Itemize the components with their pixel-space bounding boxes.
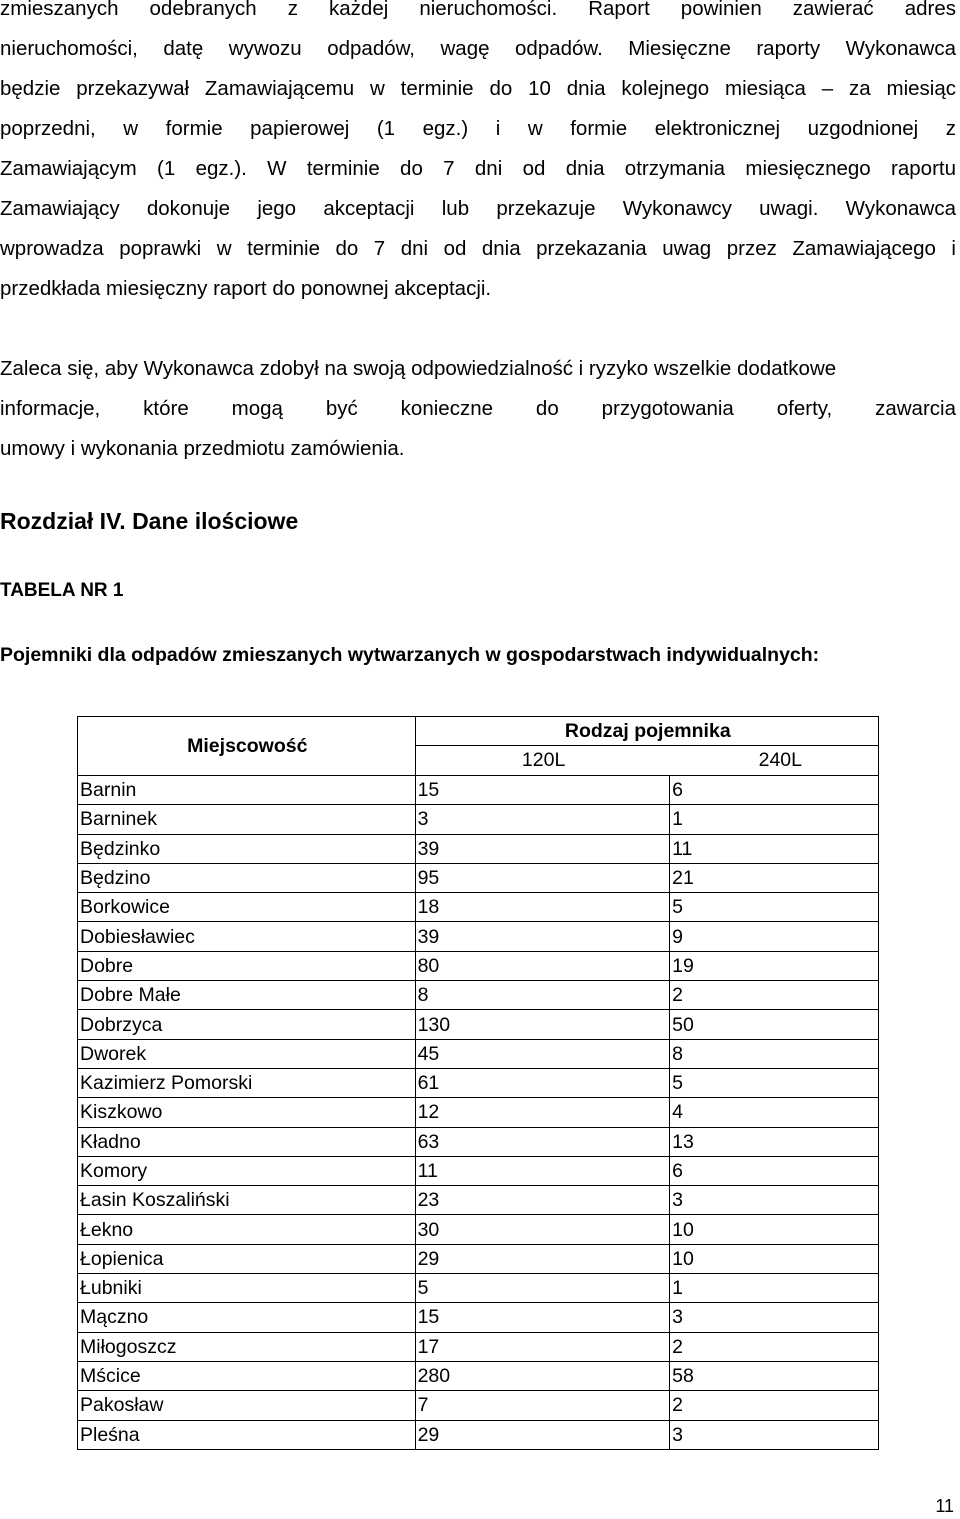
table-row [78, 1332, 879, 1361]
cell-240l: 21 [670, 863, 879, 892]
cell-location: Dworek [78, 1039, 416, 1068]
cell-120l: 18 [415, 893, 670, 922]
text-line: wprowadza poprawki w terminie do 7 dni od dnia przekazania uwag przez Zamawiającego i [0, 237, 956, 260]
table-row [78, 1391, 879, 1420]
cell-120l: 3 [415, 805, 670, 834]
cell-location: Miłogoszcz [78, 1332, 416, 1361]
header-120l: 120L [415, 746, 670, 776]
cell-240l: 2 [670, 1391, 879, 1420]
table-row [78, 1303, 879, 1332]
cell-240l: 10 [670, 1215, 879, 1244]
cell-120l: 130 [415, 1010, 670, 1039]
cell-120l: 30 [415, 1215, 670, 1244]
table-row [78, 1274, 879, 1303]
containers-table [77, 716, 879, 1450]
cell-location: Borkowice [78, 893, 416, 922]
cell-240l: 1 [670, 805, 879, 834]
cell-120l: 5 [415, 1274, 670, 1303]
header-container-type: Rodzaj pojemnika [415, 717, 878, 746]
table-row [78, 1068, 879, 1097]
cell-location: Barninek [78, 805, 416, 834]
text-line: Zamawiający dokonuje jego akceptacji lub przekazuje Wykonawcy uwagi. Wykonawca [0, 197, 956, 220]
table-row [78, 1215, 879, 1244]
cell-120l: 61 [415, 1068, 670, 1097]
table-row [78, 922, 879, 951]
cell-240l: 6 [670, 1156, 879, 1185]
cell-location: Mścice [78, 1361, 416, 1390]
cell-120l: 23 [415, 1186, 670, 1215]
table-row [78, 1039, 879, 1068]
cell-240l: 3 [670, 1303, 879, 1332]
cell-location: Kiszkowo [78, 1098, 416, 1127]
table-row [78, 776, 879, 805]
table-row [78, 1244, 879, 1273]
cell-240l: 50 [670, 1010, 879, 1039]
cell-location: Łopienica [78, 1244, 416, 1273]
text-line: umowy i wykonania przedmiotu zamówienia. [0, 437, 405, 460]
text-line: będzie przekazywał Zamawiającemu w terminie do 10 dnia kolejnego miesiąca – za miesiąc [0, 77, 956, 100]
cell-120l: 8 [415, 981, 670, 1010]
cell-120l: 95 [415, 863, 670, 892]
cell-240l: 11 [670, 834, 879, 863]
cell-location: Mączno [78, 1303, 416, 1332]
table-row [78, 1010, 879, 1039]
text-line: nieruchomości, datę wywozu odpadów, wagę odpadów. Miesięczne raporty Wykonawca [0, 37, 956, 60]
table-row [78, 1361, 879, 1390]
cell-240l: 2 [670, 1332, 879, 1361]
cell-240l: 3 [670, 1186, 879, 1215]
cell-240l: 19 [670, 951, 879, 980]
cell-120l: 280 [415, 1361, 670, 1390]
cell-120l: 7 [415, 1391, 670, 1420]
table-row [78, 893, 879, 922]
cell-240l: 6 [670, 776, 879, 805]
table-row [78, 951, 879, 980]
cell-120l: 29 [415, 1244, 670, 1273]
cell-location: Kazimierz Pomorski [78, 1068, 416, 1097]
header-240l: 240L [670, 746, 879, 776]
cell-location: Będzino [78, 863, 416, 892]
cell-120l: 11 [415, 1156, 670, 1185]
cell-location: Łubniki [78, 1274, 416, 1303]
text-line: zmieszanych odebranych z każdej nieruchomości. Raport powinien zawierać adres [0, 0, 956, 20]
cell-120l: 63 [415, 1127, 670, 1156]
cell-240l: 2 [670, 981, 879, 1010]
text-line: poprzedni, w formie papierowej (1 egz.) i w formie elektronicznej uzgodnionej z [0, 117, 956, 140]
cell-location: Łekno [78, 1215, 416, 1244]
cell-120l: 80 [415, 951, 670, 980]
cell-120l: 15 [415, 1303, 670, 1332]
cell-120l: 29 [415, 1420, 670, 1449]
table-row [78, 981, 879, 1010]
table-row [78, 805, 879, 834]
cell-240l: 4 [670, 1098, 879, 1127]
table-row [78, 863, 879, 892]
cell-240l: 1 [670, 1274, 879, 1303]
cell-240l: 5 [670, 893, 879, 922]
table-row [78, 1127, 879, 1156]
cell-240l: 3 [670, 1420, 879, 1449]
cell-240l: 13 [670, 1127, 879, 1156]
cell-240l: 10 [670, 1244, 879, 1273]
table-row [78, 1420, 879, 1449]
cell-120l: 39 [415, 922, 670, 951]
cell-location: Dobiesławiec [78, 922, 416, 951]
text-line: Zaleca się, aby Wykonawca zdobył na swoją odpowiedzialność i ryzyko wszelkie dodatkowe [0, 357, 837, 380]
table-row [78, 1098, 879, 1127]
cell-240l: 9 [670, 922, 879, 951]
cell-location: Łasin Koszaliński [78, 1186, 416, 1215]
cell-location: Dobre Małe [78, 981, 416, 1010]
cell-240l: 8 [670, 1039, 879, 1068]
table-caption: Pojemniki dla odpadów zmieszanych wytwarzanych w gospodarstwach indywidualnych: [0, 644, 820, 666]
page-number: 11 [935, 1496, 954, 1516]
paragraph-reports [0, 0, 956, 314]
text-line: informacje, które mogą być konieczne do przygotowania oferty, zawarcia [0, 397, 956, 420]
cell-120l: 39 [415, 834, 670, 863]
table-row [78, 834, 879, 863]
cell-120l: 15 [415, 776, 670, 805]
header-location: Miejscowość [78, 717, 416, 776]
table-row [78, 1156, 879, 1185]
cell-240l: 5 [670, 1068, 879, 1097]
cell-120l: 17 [415, 1332, 670, 1361]
text-line: przedkłada miesięczny raport do ponownej akceptacji. [0, 277, 492, 300]
paragraph-recommendation [0, 354, 956, 474]
cell-120l: 12 [415, 1098, 670, 1127]
cell-120l: 45 [415, 1039, 670, 1068]
cell-location: Będzinko [78, 834, 416, 863]
cell-location: Komory [78, 1156, 416, 1185]
text-line: Zamawiającym (1 egz.). W terminie do 7 dni od dnia otrzymania miesięcznego raportu [0, 157, 956, 180]
chapter-heading: Rozdział IV. Dane ilościowe [0, 508, 299, 534]
table-row [78, 1186, 879, 1215]
cell-location: Barnin [78, 776, 416, 805]
cell-location: Kładno [78, 1127, 416, 1156]
cell-location: Dobrzyca [78, 1010, 416, 1039]
cell-location: Pakosław [78, 1391, 416, 1420]
cell-location: Dobre [78, 951, 416, 980]
table-label: TABELA NR 1 [0, 580, 124, 601]
cell-240l: 58 [670, 1361, 879, 1390]
cell-location: Pleśna [78, 1420, 416, 1449]
